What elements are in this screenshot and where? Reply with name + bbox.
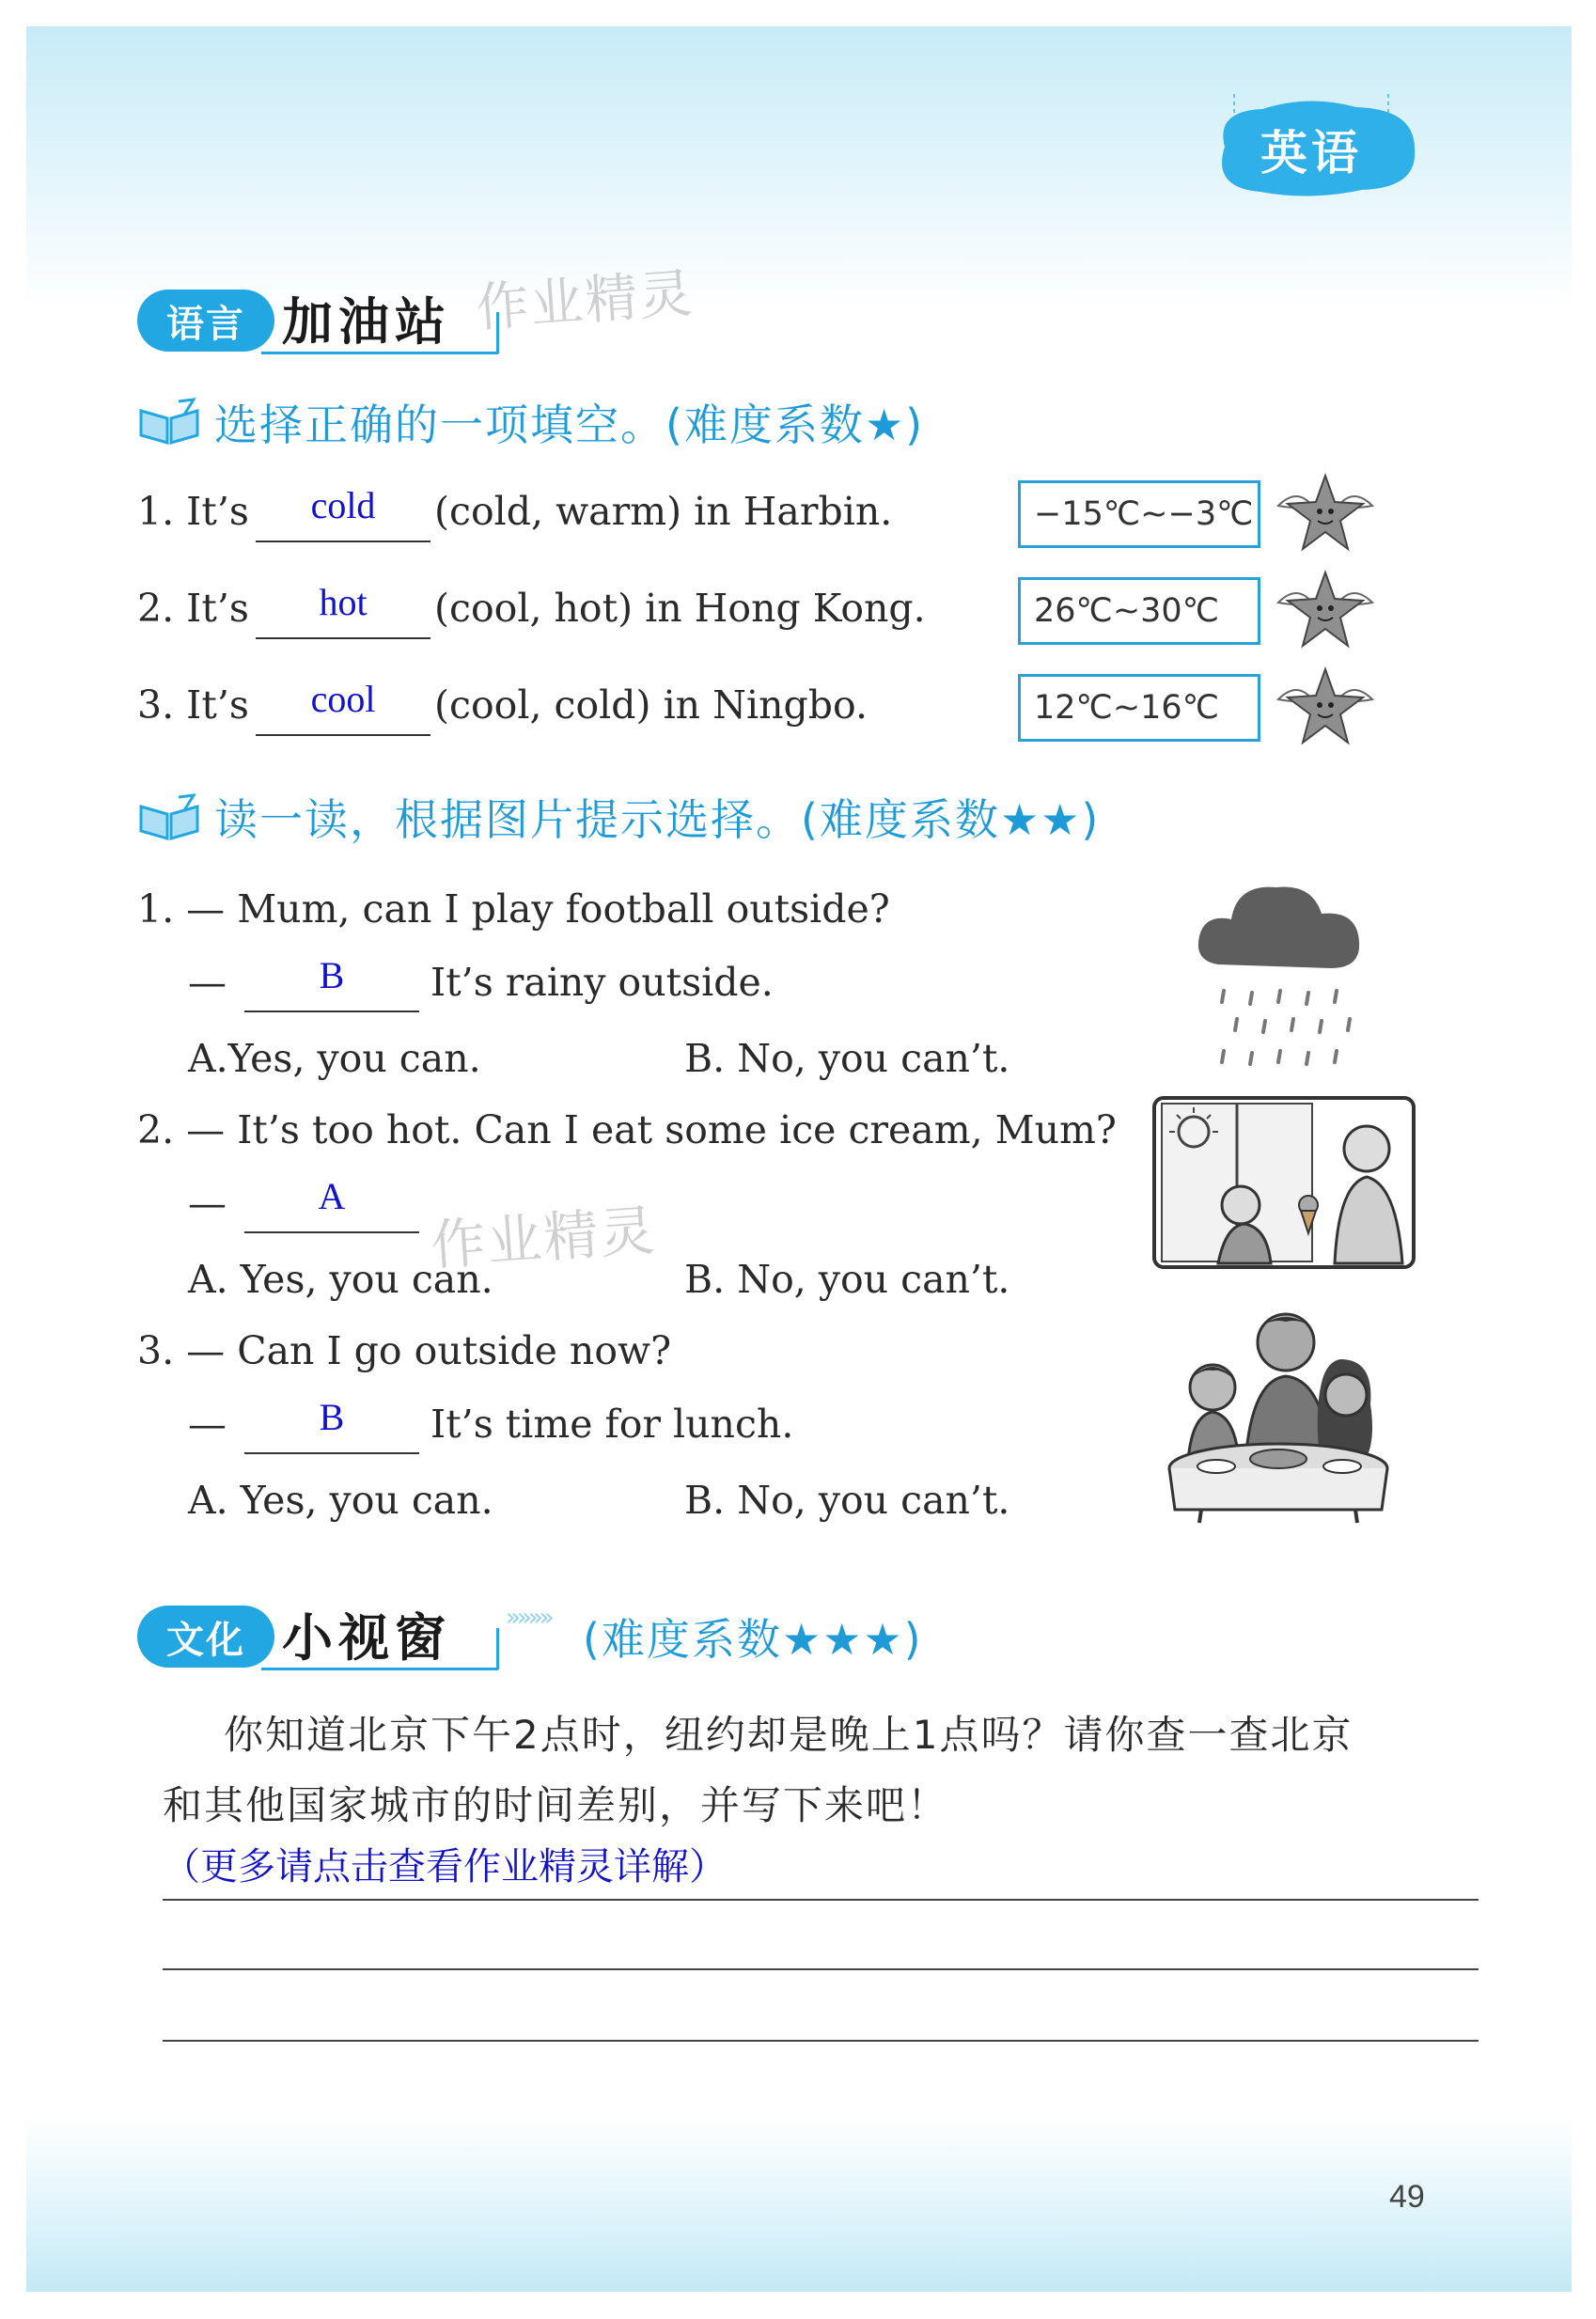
item-options: (cool, cold) in Ningbo. <box>434 682 868 728</box>
item-options: (cool, hot) in Hong Kong. <box>434 586 926 631</box>
answer-blank <box>244 1231 419 1233</box>
temperature-box: 26℃~30℃ <box>1018 577 1260 645</box>
option-a: A. Yes, you can. <box>188 1478 493 1523</box>
watermark: 作业精灵 <box>474 262 696 340</box>
task1-heading <box>214 391 924 453</box>
section1-title: 加油站 <box>282 292 451 352</box>
task2-item-2-question: 2. — It’s too hot. Can I eat some ice cream, Mum? <box>137 1107 1117 1152</box>
section2-title: 小视窗 <box>282 1608 451 1668</box>
section1-underline <box>261 352 498 354</box>
winged-star-icon <box>1269 662 1382 752</box>
task2-heading <box>214 786 1100 848</box>
task2-item-1-question: 1. — Mum, can I play football outside? <box>137 886 890 932</box>
task1-item-2: 2. It’s <box>137 586 249 631</box>
subject-label: 英语 <box>1260 126 1362 180</box>
section2-underline <box>261 1668 498 1670</box>
option-a: A. Yes, you can. <box>188 1257 493 1302</box>
task1-item-3: 3. It’s <box>137 682 249 728</box>
writing-line <box>163 1968 1479 1970</box>
task2-difficulty: (难度系数★★) <box>801 794 1101 845</box>
section2-underline-tail <box>496 1628 499 1669</box>
option-b: B. No, you can’t. <box>684 1036 1010 1081</box>
option-a: A.Yes, you can. <box>188 1036 481 1081</box>
reply-dash: — <box>188 1181 227 1226</box>
writing-line <box>163 1899 1479 1901</box>
reply-text: It’s rainy outside. <box>430 960 774 1005</box>
answer-blank <box>244 1011 419 1012</box>
winged-star-icon <box>1269 565 1382 655</box>
task1-title: 选择正确的一项填空。 <box>214 400 665 450</box>
answer-blank <box>256 637 430 639</box>
answer-text: B <box>319 954 345 996</box>
winged-star-icon <box>1269 468 1382 558</box>
reply-dash: — <box>188 960 227 1005</box>
page-number: 49 <box>1389 2179 1425 2215</box>
section2-badge: 文化 <box>137 1606 274 1668</box>
temperature-box: −15℃~−3℃ <box>1018 480 1260 548</box>
task2-title: 读一读，根据图片提示选择。 <box>214 794 801 845</box>
task1-item-1: 1. It’s <box>137 489 249 534</box>
answer-text: B <box>319 1396 345 1438</box>
answer-blank <box>256 541 430 542</box>
section2-difficulty: (难度系数★★★) <box>583 1614 923 1665</box>
answer-text: cold <box>310 484 376 526</box>
workbook-page <box>26 26 1572 2292</box>
writing-line <box>163 2040 1479 2042</box>
item-options: (cold, warm) in Harbin. <box>434 489 893 534</box>
book-icon <box>137 398 201 445</box>
temperature-box: 12℃~16℃ <box>1018 674 1260 742</box>
book-icon <box>137 793 201 840</box>
more-link[interactable]: （更多请点击查看作业精灵详解） <box>163 1845 727 1888</box>
rain-cloud-picture <box>1190 870 1369 1087</box>
paragraph-line-2: 和其他国家城市的时间差别，并写下来吧！ <box>163 1782 949 1828</box>
reply-dash: — <box>188 1402 227 1447</box>
ice-cream-picture <box>1150 1094 1417 1271</box>
answer-text: hot <box>319 581 368 623</box>
task2-item-3-question: 3. — Can I go outside now? <box>137 1328 672 1373</box>
paragraph-line-1: 你知道北京下午2点时，纽约却是晚上1点吗？请你查一查北京 <box>224 1712 1353 1758</box>
watermark: 作业精灵 <box>429 1198 659 1278</box>
answer-blank <box>256 734 430 736</box>
answer-blank <box>244 1452 419 1454</box>
option-b: B. No, you can’t. <box>684 1478 1010 1523</box>
option-b: B. No, you can’t. <box>684 1257 1010 1302</box>
answer-text: cool <box>310 678 376 720</box>
section1-badge: 语言 <box>137 290 274 352</box>
task1-difficulty: (难度系数★) <box>665 400 925 450</box>
arrow-chevrons-icon: »»»» <box>506 1604 551 1632</box>
family-lunch-picture <box>1164 1301 1393 1525</box>
reply-text: It’s time for lunch. <box>430 1402 794 1447</box>
answer-text: A <box>318 1175 346 1217</box>
